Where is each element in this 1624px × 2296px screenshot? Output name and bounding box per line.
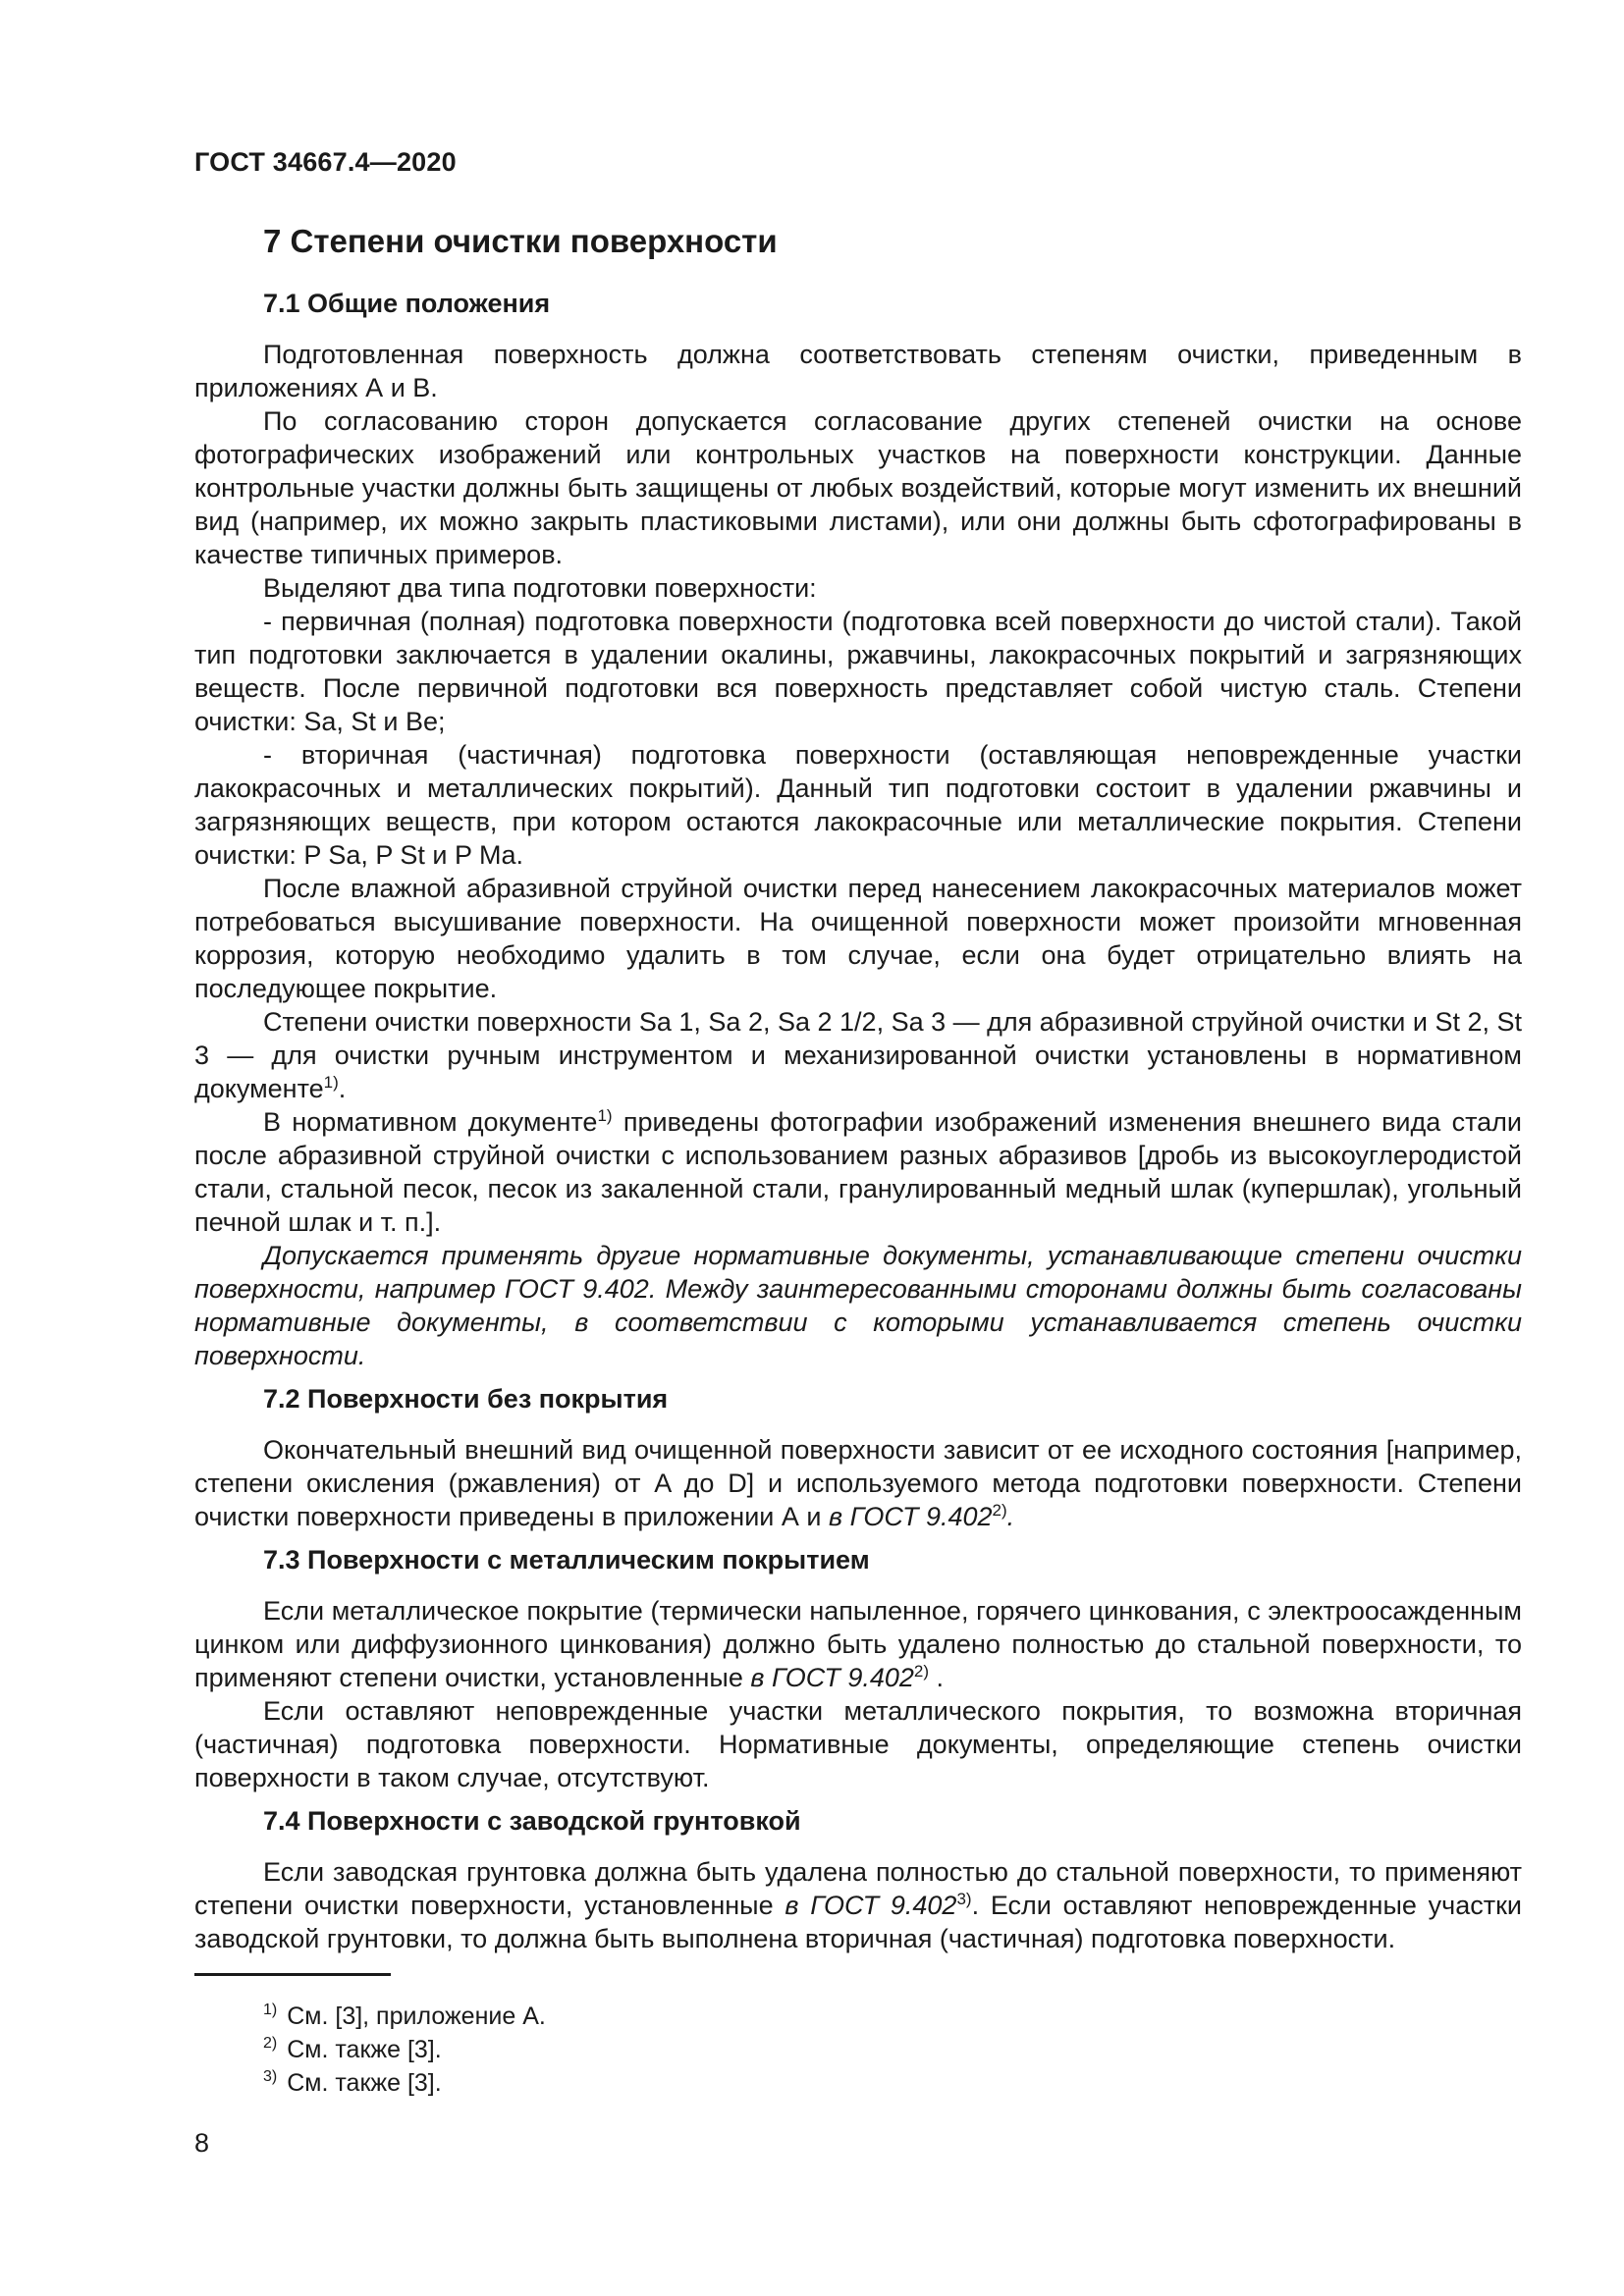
standard-reference: в ГОСТ 9.402	[750, 1663, 914, 1692]
footnote-divider	[194, 1973, 391, 1976]
paragraph	[194, 1855, 1522, 1955]
footnote-ref[interactable]: 2)	[992, 1500, 1007, 1520]
paragraph-text: Степени очистки поверхности Sa 1, Sa 2, Sa 2 1/2, Sa 3 — для абразивной струйной очистки и St 2, St 3 — для очистки ручным инструментом и механизированной очистки установлены в нормативном документе	[194, 1007, 1522, 1103]
paragraph: Если оставляют неповрежденные участки металлического покрытия, то возможна вторичная (частичная) подготовка поверхности. Нормативные документы, определяющие степень очистки поверхности в таком случае, отсутствуют.	[194, 1696, 1522, 1792]
section-7-2-title: 7.2 Поверхности без покрытия	[263, 1384, 669, 1414]
footnote-ref[interactable]: 2)	[913, 1661, 930, 1681]
section-7-4-title: 7.4 Поверхности с заводской грунтовкой	[263, 1806, 801, 1836]
footnote	[263, 2000, 1522, 2033]
paragraph-note: Допускается применять другие нормативные документы, устанавливающие степени очистки поверхности, например ГОСТ 9.402. Между заинтересованными сторонами должны быть согласованы нормативные документы, в соответствии с которыми устанавливается степень очистки поверхности.	[194, 1241, 1522, 1370]
footnote-ref[interactable]: 1)	[597, 1105, 613, 1125]
paragraph	[194, 1105, 1522, 1239]
footnote-ref[interactable]: 3)	[956, 1889, 972, 1908]
page-number: 8	[194, 2128, 210, 2158]
paragraph: После влажной абразивной струйной очистки перед нанесением лакокрасочных материалов может потребоваться высушивание поверхности. На очищенной поверхности может произойти мгновенная коррозия, которую необходимо удалить в том случае, если она будет отрицательно влиять на последующее покрытие.	[194, 874, 1522, 1003]
footnote-ref[interactable]: 1)	[323, 1072, 339, 1092]
paragraph-text: Если металлическое покрытие (термически напыленное, горячего цинкования, с электроосажденным цинком или диффузионного цинкования) должно быть удалено полностью до стальной поверхности, то применяют степени очистки, установленные	[194, 1596, 1522, 1692]
footnote-mark: 1)	[263, 2002, 278, 2019]
paragraph: По согласованию сторон допускается согласование других степеней очистки на основе фотографических изображений или контрольных участков на поверхности конструкции. Данные контрольные участки должны быть защищены от любых воздействий, которые могут изменить их внешний вид (например, их можно закрыть пластиковыми листами), или они должны быть сфотографированы в качестве типичных примеров.	[194, 406, 1522, 569]
document-body	[194, 222, 1522, 2100]
section-7-3-title: 7.3 Поверхности с металлическим покрытием	[263, 1545, 870, 1575]
paragraph-text: приведены фотографии изображений изменения внешнего вида стали после абразивной струйной очистки с использованием разных абразивов [дробь из высокоуглеродистой стали, стальной песок, песок из закаленной стали, гранулированный медный шлак (купершлак), угольный печной шлак и т. п.].	[194, 1107, 1522, 1237]
footnote-text: См. также [3].	[287, 2069, 442, 2097]
paragraph	[194, 1594, 1522, 1694]
footnote	[263, 2066, 1522, 2100]
paragraph-text: Если заводская грунтовка должна быть удалена полностью до стальной поверхности, то применяют степени очистки поверхности, установленные	[194, 1857, 1522, 1920]
standard-reference: в ГОСТ 9.402	[828, 1502, 993, 1531]
paragraph: - вторичная (частичная) подготовка поверхности (оставляющая неповрежденные участки лакокрасочных и металлических покрытий). Данный тип подготовки состоит в удалении ржавчины и загрязняющих веществ, при котором остаются лакокрасочные или металлические покрытия. Степени очистки: P Sa, P St и P Ma.	[194, 740, 1522, 870]
paragraph-text: Окончательный внешний вид очищенной поверхности зависит от ее исходного состояния [например, степени окисления (ржавления) от A до D] и используемого метода подготовки поверхности. Степени очистки поверхности приведены в приложении А и	[194, 1435, 1522, 1531]
paragraph	[194, 1005, 1522, 1105]
paragraph: Выделяют два типа подготовки поверхности:	[263, 573, 817, 603]
section-7-1-title: 7.1 Общие положения	[263, 289, 551, 318]
footnote-mark: 3)	[263, 2068, 278, 2086]
footnote-text: См. [3], приложение А.	[287, 2002, 546, 2030]
paragraph-text: . Если оставляют неповрежденные участки заводской грунтовки, то должна быть выполнена вторичная (частичная) подготовка поверхности.	[194, 1891, 1522, 1953]
paragraph-text: .	[929, 1663, 945, 1692]
paragraph	[194, 1433, 1522, 1533]
paragraph: Подготовленная поверхность должна соответствовать степеням очистки, приведенным в приложениях А и В.	[194, 340, 1522, 402]
footnote-text: См. также [3].	[287, 2036, 442, 2063]
document-header: ГОСТ 34667.4—2020	[194, 147, 457, 177]
paragraph: - первичная (полная) подготовка поверхности (подготовка всей поверхности до чистой стали). Такой тип подготовки заключается в удалении окалины, ржавчины, лакокрасочных покрытий и загрязняющих веществ. После первичной подготовки вся поверхность представляет собой чистую сталь. Степени очистки: Sa, St и Be;	[194, 607, 1522, 736]
footnote	[263, 2033, 1522, 2066]
paragraph-text: .	[338, 1074, 347, 1103]
footnote-mark: 2)	[263, 2035, 278, 2053]
paragraph-text: .	[1006, 1502, 1015, 1531]
section-7-title: 7 Степени очистки поверхности	[263, 223, 778, 259]
paragraph-text: В нормативном документе	[263, 1107, 598, 1137]
standard-reference: в ГОСТ 9.402	[785, 1891, 957, 1920]
